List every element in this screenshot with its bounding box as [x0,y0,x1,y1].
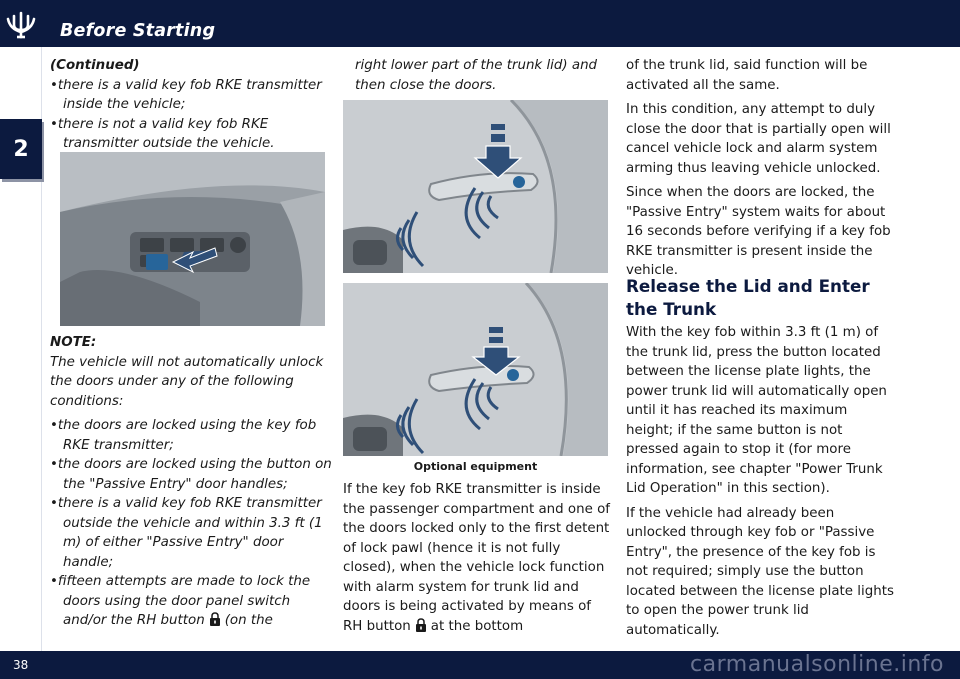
body-paragraph: If the key fob RKE transmitter is inside the passenger compartment and one of the doors locked only to the first detent of lock pawl (hence it is not fully closed), when the vehicle lock function with alarm system for trunk lid and doors is being activated by means of RH button at the bottom [343,482,610,634]
image-caption: Optional equipment [413,460,538,473]
page-footer [0,651,960,679]
list-item: •the doors are locked using the button on the "Passive Entry" door handles; [50,457,332,492]
middle-column-top [355,56,610,95]
door-panel-switch-image [60,152,325,326]
section-heading: Release the Lid and Enter the Trunk [626,276,870,319]
right-column-top [626,56,896,281]
trident-logo-icon [4,10,38,40]
page-number: 38 [13,658,29,672]
list-item: •there is a valid key fob RKE transmitter inside the vehicle; [50,77,322,112]
list-item: •there is a valid key fob RKE transmitter outside the vehicle and within 3.3 ft (1 m) of either "Passive Entry" door handle; [50,496,323,570]
watermark: carmanualsonline.info [690,652,944,677]
door-handle-lock-image [343,283,608,456]
door-handle-passive-entry-image [343,100,608,273]
body-paragraph: of the trunk lid, said function will be activated all the same. [626,58,868,93]
body-paragraph: If the vehicle had already been unlocked through key fob or "Passive Entry", the presence of the key fob is not required; simply use the button located between the license plate lights to open the power trunk lid automatically. [626,505,894,638]
lock-icon [415,618,427,632]
page-header [0,0,960,47]
lock-icon [209,612,221,626]
middle-column-body [343,480,611,636]
continued-label: (Continued) [50,58,140,73]
left-column-note [50,333,332,631]
continuation-text: right lower part of the trunk lid) and then close the doors. [355,58,598,93]
list-item: •the doors are locked using the key fob RKE transmitter; [50,418,317,453]
list-item: •fifteen attempts are made to lock the doors using the door panel switch and/or the RH button (on the [50,574,311,628]
body-paragraph: Since when the doors are locked, the "Passive Entry" system waits for about 16 seconds before verifying if a key fob RKE transmitter is present inside the vehicle. [626,185,891,278]
body-paragraph: With the key fob within 3.3 ft (1 m) of the trunk lid, press the button located between the license plate lights, the power trunk lid will automatically open until it has reached its maximum height; if the same button is not pressed again to stop it (for more information, see chapter "Power Trunk Lid Operation" in this section). [626,325,887,496]
note-label: NOTE: [50,335,97,350]
page-title: Before Starting [60,21,216,41]
left-column-top [50,56,330,154]
body-paragraph: In this condition, any attempt to duly close the door that is partially open will cancel vehicle lock and alarm system arming thus leaving vehicle unlocked. [626,102,891,176]
list-item: •there is not a valid key fob RKE transmitter outside the vehicle. [50,116,275,151]
right-column-body [626,323,896,640]
note-intro: The vehicle will not automatically unlock the doors under any of the following conditions: [50,354,324,409]
chapter-tab[interactable]: 2 [0,119,42,179]
